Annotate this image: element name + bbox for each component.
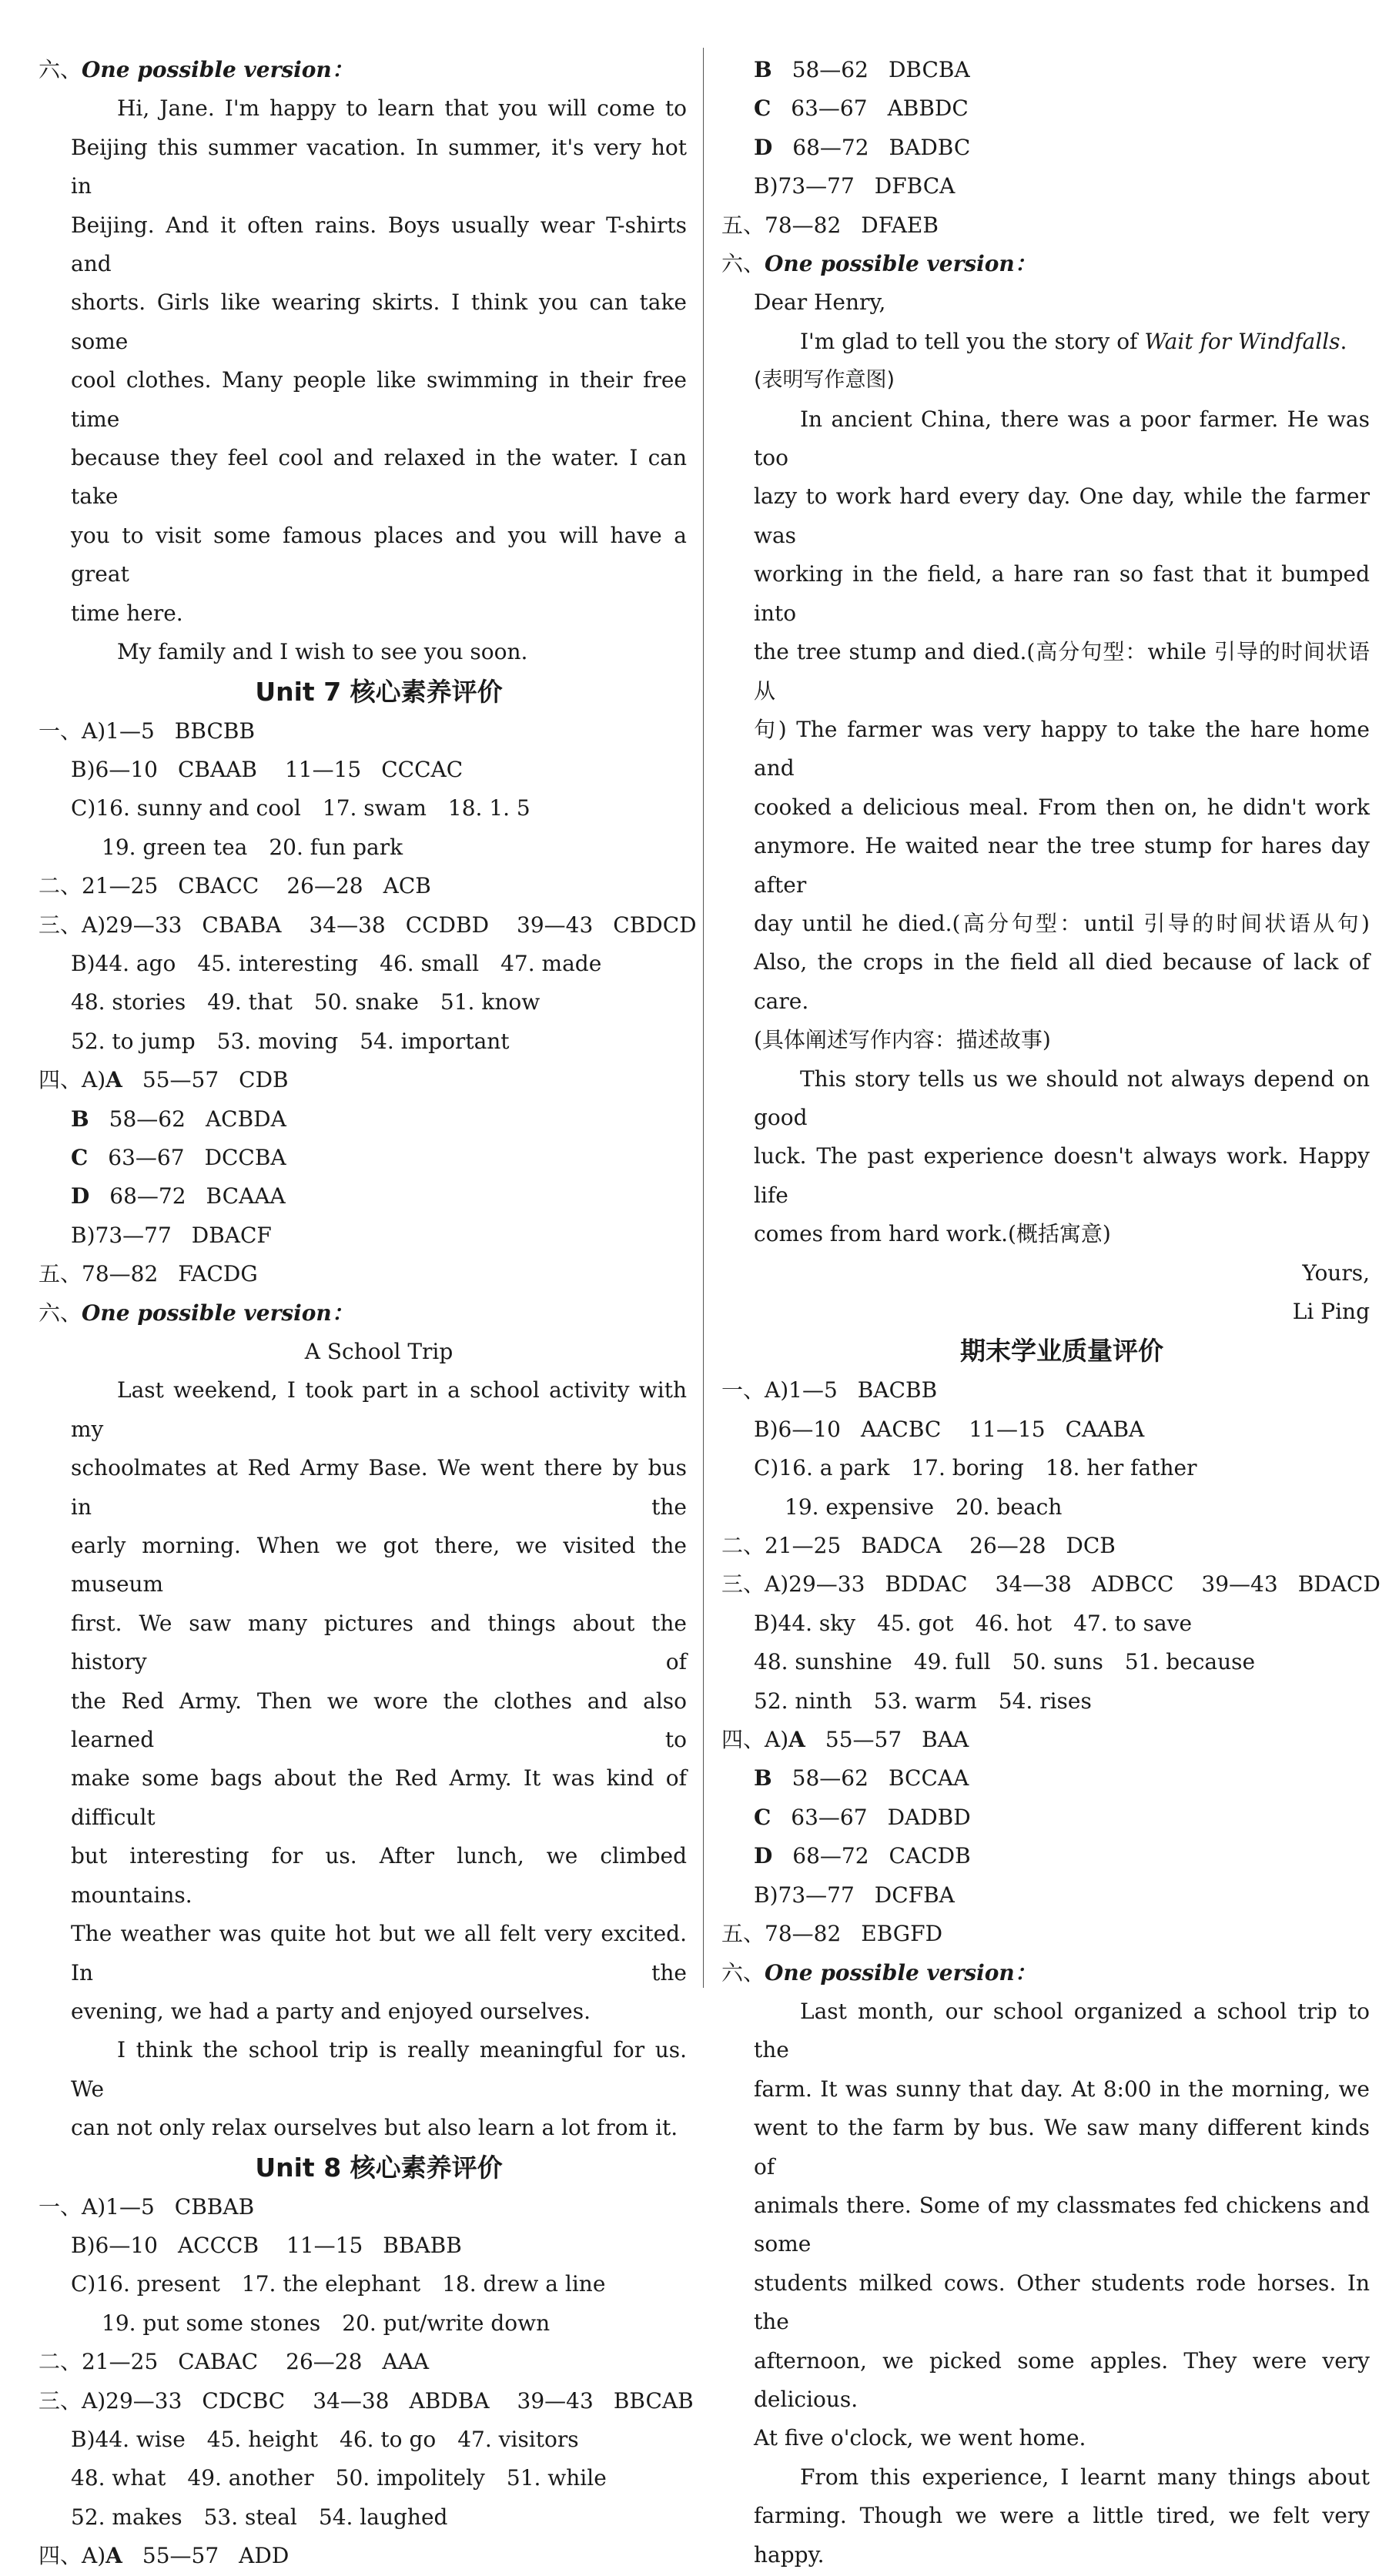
final-s4c: C 63—67 DADBD <box>754 1804 971 1830</box>
u8-s2: 二、21—25 CABAC 26—28 AAA <box>38 2349 430 2375</box>
u7-s1c2: 19. green tea 20. fun park <box>102 834 403 860</box>
letter-moral: This story tells us we should not always depend on good luck. The past experience doesn't always work. Happy life comes from hard work.(概括寓意) <box>754 1066 1370 1247</box>
final-s3b1: B)44. sky 45. got 46. hot 47. to save <box>754 1610 1193 1636</box>
right-column <box>721 51 1381 2574</box>
u7-s4c: C 63—67 DCCBA <box>71 1144 286 1170</box>
u7-s1c: C)16. sunny and cool 17. swam 18. 1. 5 <box>71 795 530 821</box>
letter-greeting: Dear Henry, <box>754 289 886 316</box>
u7-s4b: B 58—62 ACBDA <box>71 1106 286 1132</box>
u6-essay: Hi, Jane. I'm happy to learn that you will come to Beijing this summer vacation. In summer, it's very hot in Beijing. And it often rains. Boys usually wear T-shirts and shorts. Girls like wearing skirts. I think you can take some cool clothes. Many people like swimming in their free time because they feel cool and relaxed in the water. I can take you to visit some famous places and you will have a great time here. <box>71 95 687 626</box>
final-s1a: 一、A)1—5 BACBB <box>721 1377 938 1403</box>
final-essay-2: From this experience, I learnt many things about farming. Though we were a little tired, we felt very happy. <box>754 2464 1370 2568</box>
u8-s1a: 一、A)1—5 CBBAB <box>38 2193 255 2220</box>
u7-s3b1: B)44. ago 45. interesting 46. small 47. made <box>71 950 602 976</box>
left-column <box>38 51 697 2576</box>
u8-s4c: C 63—67 ABBDC <box>754 95 969 122</box>
u7-s5: 五、78—82 FACDG <box>38 1261 258 1287</box>
u8-s4e: B)73—77 DFBCA <box>754 173 956 199</box>
final-s4d: D 68—72 CACDB <box>754 1843 971 1869</box>
final-s1c2: 19. expensive 20. beach <box>785 1494 1063 1520</box>
u7-essay-title: A School Trip <box>304 1339 454 1364</box>
letter-intro-note: (表明写作意图) <box>754 368 895 393</box>
letter-story: In ancient China, there was a poor farmer. He was too lazy to work hard every day. One day, while the farmer was working in the field, a hare ran so fast that it bumped into the tree stump and died.(高分句型：while 引导的时间状语从 句) The farmer was very happy to take the hare home and cooked a delicious meal. From then on, he didn't work anymore. He waited near the tree stump for hares day after day until he died.(高分句型：until 引导的时间状语从句) Also, the crops in the field all died because of lack of care. (具体阐述写作内容：描述故事) <box>754 406 1370 1053</box>
u7-s3b2: 48. stories 49. that 50. snake 51. know <box>71 989 541 1015</box>
u8-s1c2: 19. put some stones 20. put/write down <box>102 2310 551 2336</box>
u7-s3b3: 52. to jump 53. moving 54. important <box>71 1028 510 1054</box>
letter-intro: I'm glad to tell you the story of Wait for Windfalls. <box>800 328 1347 354</box>
final-s6-label: 六、One possible version： <box>721 1959 1036 1986</box>
u8-s4d: D 68—72 BADBC <box>754 134 971 160</box>
u7-s1b: B)6—10 CBAAB 11—15 CCCAC <box>71 756 464 782</box>
final-s5: 五、78—82 EBGFD <box>721 1921 943 1947</box>
u7-s3a: 三、A)29—33 CBABA 34—38 CCDBD 39—43 CBDCD <box>38 912 697 938</box>
final-s3b3: 52. ninth 53. warm 54. rises <box>754 1688 1092 1714</box>
u8-s5: 五、78—82 DFAEB <box>721 212 939 238</box>
final-s1b: B)6—10 AACBC 11—15 CAABA <box>754 1416 1145 1442</box>
u7-s6-label: 六、One possible version： <box>38 1300 353 1326</box>
u8-s3a: 三、A)29—33 CDCBC 34—38 ABDBA 39—43 BBCAB <box>38 2387 694 2414</box>
u6-section-6-label: 六、One possible version： <box>38 57 353 82</box>
u8-s3b2: 48. what 49. another 50. impolitely 51. while <box>71 2465 607 2491</box>
letter-sign-name: Li Ping <box>1292 1299 1370 1324</box>
u8-s4a: 四、A)A 55—57 ADD <box>38 2543 290 2569</box>
final-essay: Last month, our school organized a school trip to the farm. It was sunny that day. At 8:00 in the morning, we went to the farm by bus. We saw many different kinds of animals there. Some of my classmates fed chickens and some students milked cows. Other students rode horses. In the afternoon, we picked some apples. They were very delicious. At five o'clock, we went home. <box>754 1998 1370 2451</box>
final-s2: 二、21—25 BADCA 26—28 DCB <box>721 1533 1116 1559</box>
u7-essay: Last weekend, I took part in a school activity with my schoolmates at Red Army Base. We went there by bus in the early morning. When we got there, we visited the museum first. We saw many pictures and things about the history of the Red Army. Then we wore the clothes and also learned to make some bags about the Red Army. It was kind of difficult but interesting for us. After lunch, we climbed mountains. The weather was quite hot but we all felt very excited. In the evening, we had a party and enjoyed ourselves. <box>71 1377 687 2024</box>
u8-s1b: B)6—10 ACCCB 11—15 BBABB <box>71 2232 462 2258</box>
unit7-title: Unit 7 核心素养评价 <box>255 676 503 707</box>
final-title: 期末学业质量评价 <box>960 1336 1163 1367</box>
final-s1c: C)16. a park 17. boring 18. her father <box>754 1455 1197 1481</box>
u8-s4b: B 58—62 DBCBA <box>754 57 970 82</box>
u7-s4d: D 68—72 BCAAA <box>71 1183 286 1209</box>
unit8-title: Unit 8 核心素养评价 <box>255 2152 503 2183</box>
u7-s1a: 一、A)1—5 BBCBB <box>38 718 256 744</box>
final-s4e: B)73—77 DCFBA <box>754 1882 955 1908</box>
u8-s3b1: B)44. wise 45. height 46. to go 47. visitors <box>71 2426 579 2452</box>
u7-essay-2: I think the school trip is really meaningful for us. We can not only relax ourselves but also learn a lot from it. <box>71 2037 687 2141</box>
u6-closing: My family and I wish to see you soon. <box>117 639 528 665</box>
final-s3a: 三、A)29—33 BDDAC 34—38 ADBCC 39—43 BDACD <box>721 1571 1381 1597</box>
u8-s1c: C)16. present 17. the elephant 18. drew a line <box>71 2271 606 2297</box>
u7-s2: 二、21—25 CBACC 26—28 ACB <box>38 873 431 899</box>
u8-s6-label: 六、One possible version： <box>721 251 1036 277</box>
u7-s4e: B)73—77 DBACF <box>71 1222 272 1248</box>
letter-sign-yours: Yours, <box>1302 1260 1370 1286</box>
final-s3b2: 48. sunshine 49. full 50. suns 51. because <box>754 1649 1256 1675</box>
u7-s4a: 四、A)A 55—57 CDB <box>38 1067 289 1093</box>
final-s4b: B 58—62 BCCAA <box>754 1765 969 1791</box>
final-s4a: 四、A)A 55—57 BAA <box>721 1727 969 1753</box>
column-divider <box>703 48 704 1988</box>
u8-s3b3: 52. makes 53. steal 54. laughed <box>71 2504 448 2530</box>
